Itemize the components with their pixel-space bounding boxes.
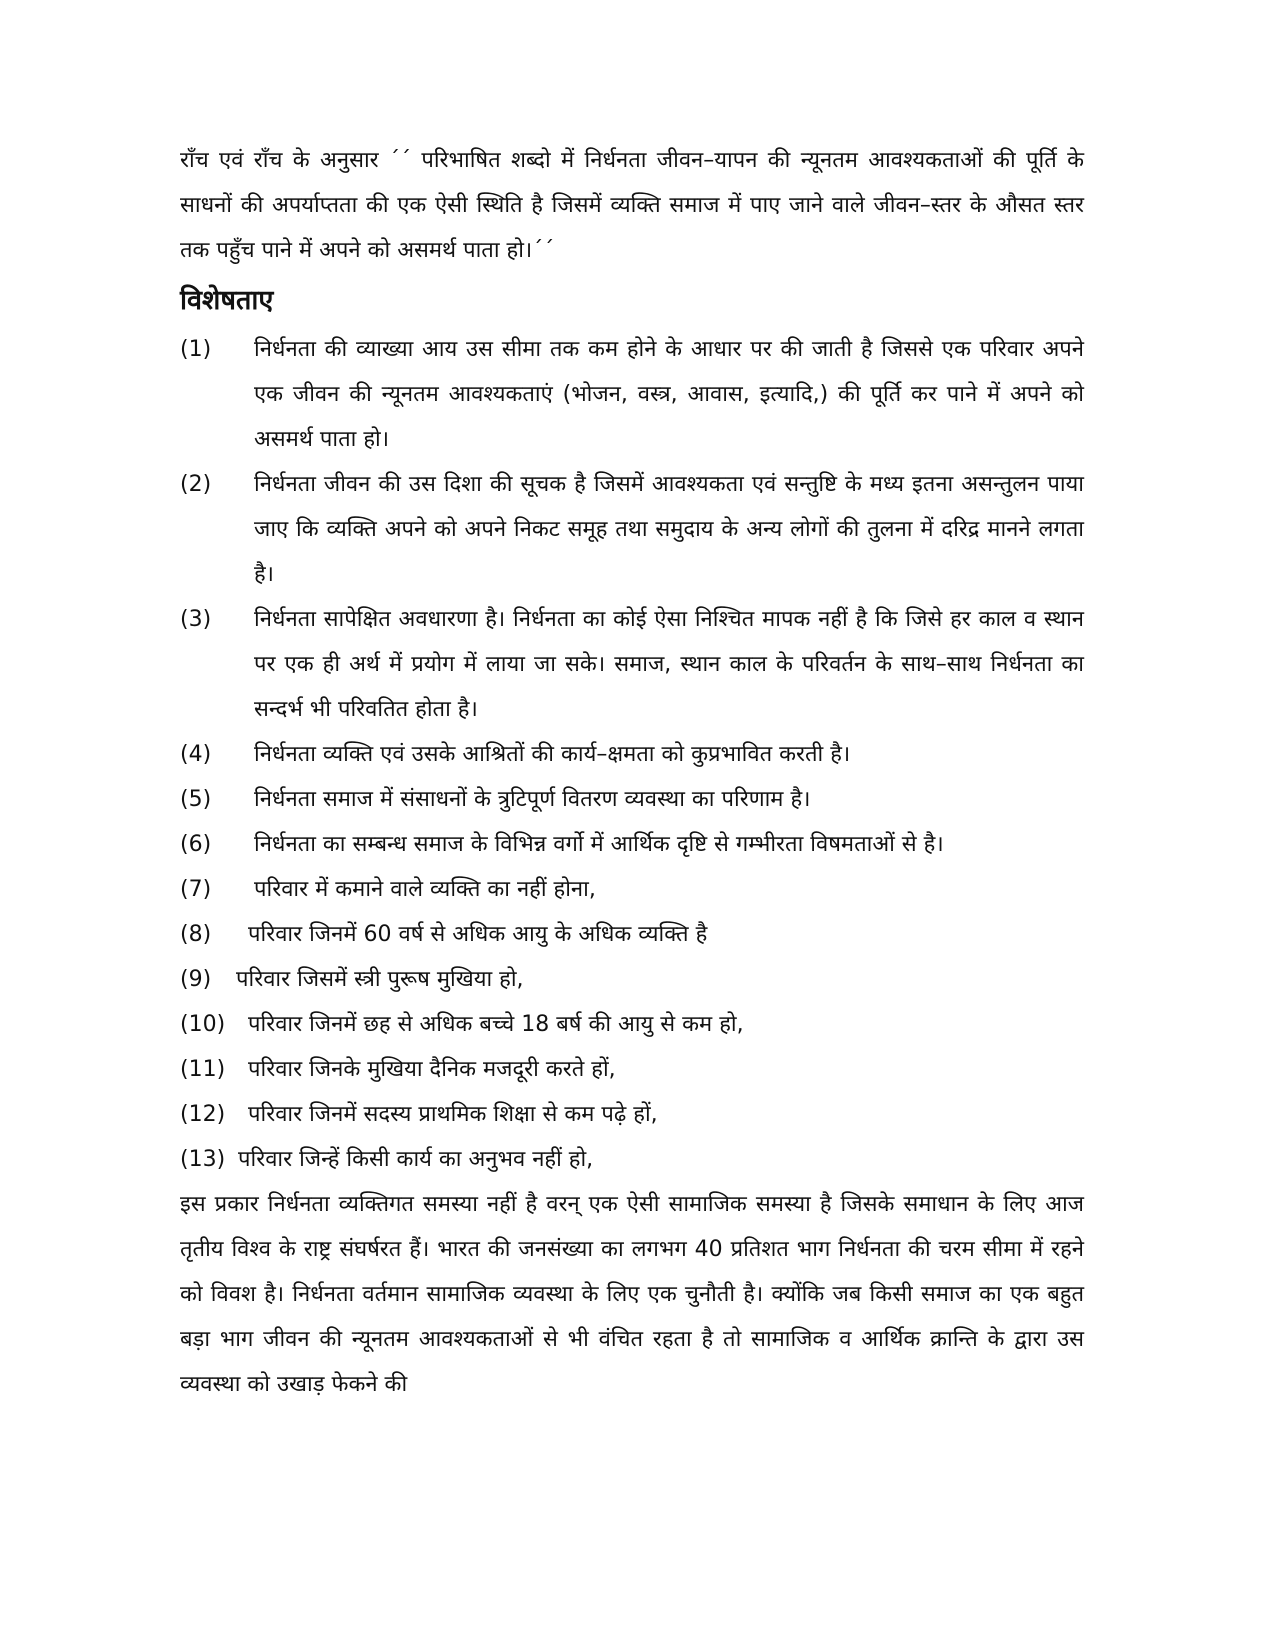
section-heading: विशेषताए [180,285,274,316]
list-item [180,777,1084,822]
item-number: (13) [180,1147,226,1172]
item-text: निर्धनता का सम्बन्ध समाज के विभिन्न वर्गो में आर्थिक दृष्टि से गम्भीरता विषमताओं से है। [254,832,944,857]
document-page [180,138,1084,1407]
list-item [180,597,1084,732]
item-number: (12) [180,1102,226,1127]
characteristics-list [180,327,1084,1182]
list-item [180,1137,1084,1182]
list-item [180,1002,1084,1047]
list-item [180,732,1084,777]
item-text: परिवार जिसमें स्त्री पुरूष मुखिया हो, [236,967,524,992]
item-text: परिवार जिनके मुखिया दैनिक मजदूरी करते हों, [248,1057,616,1082]
list-item [180,1092,1084,1137]
item-number: (8) [180,922,212,947]
item-text: परिवार जिन्हें किसी कार्य का अनुभव नहीं हो, [238,1147,594,1172]
item-text: निर्धनता व्यक्ति एवं उसके आश्रितों की कार्य–क्षमता को कुप्रभावित करती है। [254,742,851,767]
item-text: परिवार जिनमें छह से अधिक बच्चे 18 बर्ष की आयु से कम हो, [248,1012,744,1037]
list-item [180,912,1084,957]
item-text: निर्धनता की व्याख्या आय उस सीमा तक कम होने के आधार पर की जाती है जिससे एक परिवार अपने एक जीवन की न्यूनतम आवश्यकताएं (भोजन, वस्त्र, आवास, इत्यादि,) की पूर्ति कर पाने में अपने को असमर्थ पाता हो। [254,337,1084,452]
item-text: निर्धनता सापेक्षित अवधारणा है। निर्धनता का कोई ऐसा निश्चित मापक नहीं है कि जिसे हर काल व स्थान पर एक ही अर्थ में प्रयोग में लाया जा सके। समाज, स्थान काल के परिवर्तन के साथ–साथ निर्धनता का सन्दर्भ भी परिवतित होता है। [254,607,1084,722]
item-number: (5) [180,787,212,812]
item-number: (10) [180,1012,226,1037]
item-text: परिवार में कमाने वाले व्यक्ति का नहीं होना, [254,877,596,902]
list-item [180,867,1084,912]
intro-paragraph: राँच एवं राँच के अनुसार ´´ परिभाषित शब्दो में निर्धनता जीवन–यापन की न्यूनतम आवश्यकताओं की पूर्ति के साधनों की अपर्याप्तता की एक ऐसी स्थिति है जिसमें व्यक्ति समाज में पाए जाने वाले जीवन–स्तर के औसत स्तर तक पहुँच पाने में अपने को असमर्थ पाता हो।´´ [180,148,1084,263]
item-text: निर्धनता जीवन की उस दिशा की सूचक है जिसमें आवश्यकता एवं सन्तुष्टि के मध्य इतना असन्तुलन पाया जाए कि व्यक्ति अपने को अपने निकट समूह तथा समुदाय के अन्य लोगों की तुलना में दरिद्र मानने लगता है। [254,472,1084,587]
item-number: (7) [180,877,212,902]
item-number: (4) [180,742,212,767]
item-number: (9) [180,967,212,992]
list-item [180,822,1084,867]
item-number: (11) [180,1057,226,1082]
item-number: (1) [180,337,212,362]
item-text: निर्धनता समाज में संसाधनों के त्रुटिपूर्ण वितरण व्यवस्था का परिणाम है। [254,787,811,812]
item-text: परिवार जिनमें 60 वर्ष से अधिक आयु के अधिक व्यक्ति है [248,922,708,947]
item-number: (6) [180,832,212,857]
conclusion-paragraph: इस प्रकार निर्धनता व्यक्तिगत समस्या नहीं है वरन् एक ऐसी सामाजिक समस्या है जिसके समाधान के लिए आज तृतीय विश्व के राष्ट्र संघर्षरत हैं। भारत की जनसंख्या का लगभग 40 प्रतिशत भाग निर्धनता की चरम सीमा में रहने को विवश है। निर्धनता वर्तमान सामाजिक व्यवस्था के लिए एक चुनौती है। क्योंकि जब किसी समाज का एक बहुत बड़ा भाग जीवन की न्यूनतम आवश्यकताओं से भी वंचित रहता है तो सामाजिक व आर्थिक क्रान्ति के द्वारा उस व्यवस्था को उखाड़ फेकने की [180,1192,1084,1397]
list-item [180,327,1084,462]
list-item [180,957,1084,1002]
item-number: (3) [180,607,212,632]
list-item [180,462,1084,597]
item-number: (2) [180,472,212,497]
item-text: परिवार जिनमें सदस्य प्राथमिक शिक्षा से कम पढ़े हों, [248,1102,658,1127]
list-item [180,1047,1084,1092]
